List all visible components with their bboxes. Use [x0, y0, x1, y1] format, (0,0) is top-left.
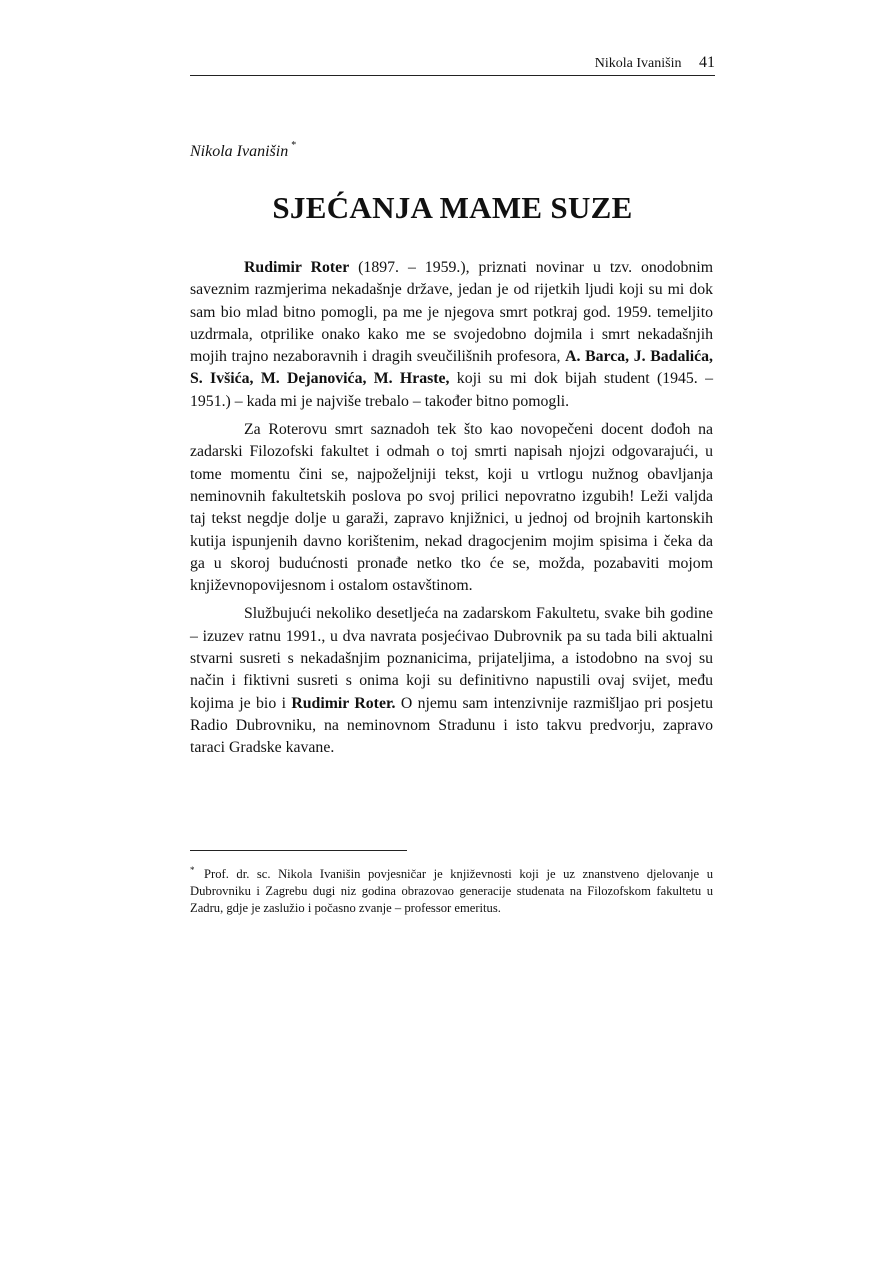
- article-body: [190, 257, 713, 766]
- text-run: (1897. – 1959.), priznati novinar u tzv. onodobnim saveznim razmjerima nekadašnje države, jedan je od rijetkih ljudi koji su mi dok sam bio mlad bitno pomogli, pa me je njegova smrt potkraj god. 1959. temeljito uzdrmala, otprilike onako kako me se svojedobno dojmila i smrt nekadašnjih mojih trajno nezaboravnih i dragih sveučilišnih profesora,: [190, 259, 713, 366]
- footnote-text: Prof. dr. sc. Nikola Ivanišin povjesničar je književnosti koji je uz znanstveno djelovanje u Dubrovniku i Zagrebu dugi niz godina obrazovao generacije studenata na Filozofskom fakultetu u Zadru, gdje je zaslužio i počasno zvanje – professor emeritus.: [190, 867, 713, 915]
- bold-run: A. Barca, J. Badalića, S. Ivšića, M. Dejanovića, M. Hraste,: [190, 348, 713, 388]
- text-run: Službujući nekoliko desetljeća na zadarskom Fakultetu, svake bih godine – izuzev ratnu 1991., u dva navrata posjećivao Dubrovnik pa su tada bili aktualni stvarni susreti s nekadašnjim poznanicima, prijateljima, a istodobno na svoj su način i fiktivni susreti s onima koji su definitivno napustili ovaj svijet, među kojima je bio i: [190, 605, 713, 712]
- paragraph: [190, 257, 713, 413]
- running-head: [190, 54, 715, 73]
- paragraph: [190, 603, 713, 759]
- running-head-author: Nikola Ivanišin: [594, 56, 682, 71]
- article-author: [190, 136, 296, 162]
- paragraph: [190, 419, 713, 597]
- bold-run: Rudimir Roter.: [291, 694, 396, 712]
- author-name: Nikola Ivanišin: [190, 143, 289, 160]
- text-run: Za Roterovu smrt saznadoh tek što kao novopečeni docent dođoh na zadarski Filozofski fakultet i odmah o toj smrti napisah njojzi odgovarajući, u tome momentu čini se, najpoželjniji tekst, koji u vrtlogu nužnog obavljanja neminovnih fakultetskih poslova po svoj prilici nepovratno izgubih! Leži valjda taj tekst negdje dolje u garaži, zapravo knjižnici, u jednoj od brojnih kartonskih kutija ispunjenih davno korištenim, nekad dragocjenim mojim spisima i čeka da ga u skoroj budućnosti pronađe netko tko će se, možda, pozabaviti mojom književnopovijesnom i ostalom ostavštinom.: [190, 421, 713, 595]
- footnote: [190, 862, 713, 917]
- text-run: koji su mi dok bijah student (1945. – 1951.) – kada mi je najviše trebalo – također bitno pomogli.: [190, 370, 713, 410]
- footnote-reference: *: [291, 140, 297, 151]
- header-rule: [190, 75, 715, 76]
- article-title: SJEĆANJA MAME SUZE: [272, 190, 633, 225]
- text-run: O njemu sam intenzivnije razmišljao pri posjetu Radio Dubrovniku, na neminovnom Stradunu i isto takvu predvorju, zapravo taraci Gradske kavane.: [190, 694, 713, 757]
- bold-run: Rudimir Roter: [244, 259, 350, 276]
- footnote-mark: *: [190, 865, 195, 875]
- footnote-separator: [190, 850, 407, 851]
- page-number: 41: [699, 54, 715, 71]
